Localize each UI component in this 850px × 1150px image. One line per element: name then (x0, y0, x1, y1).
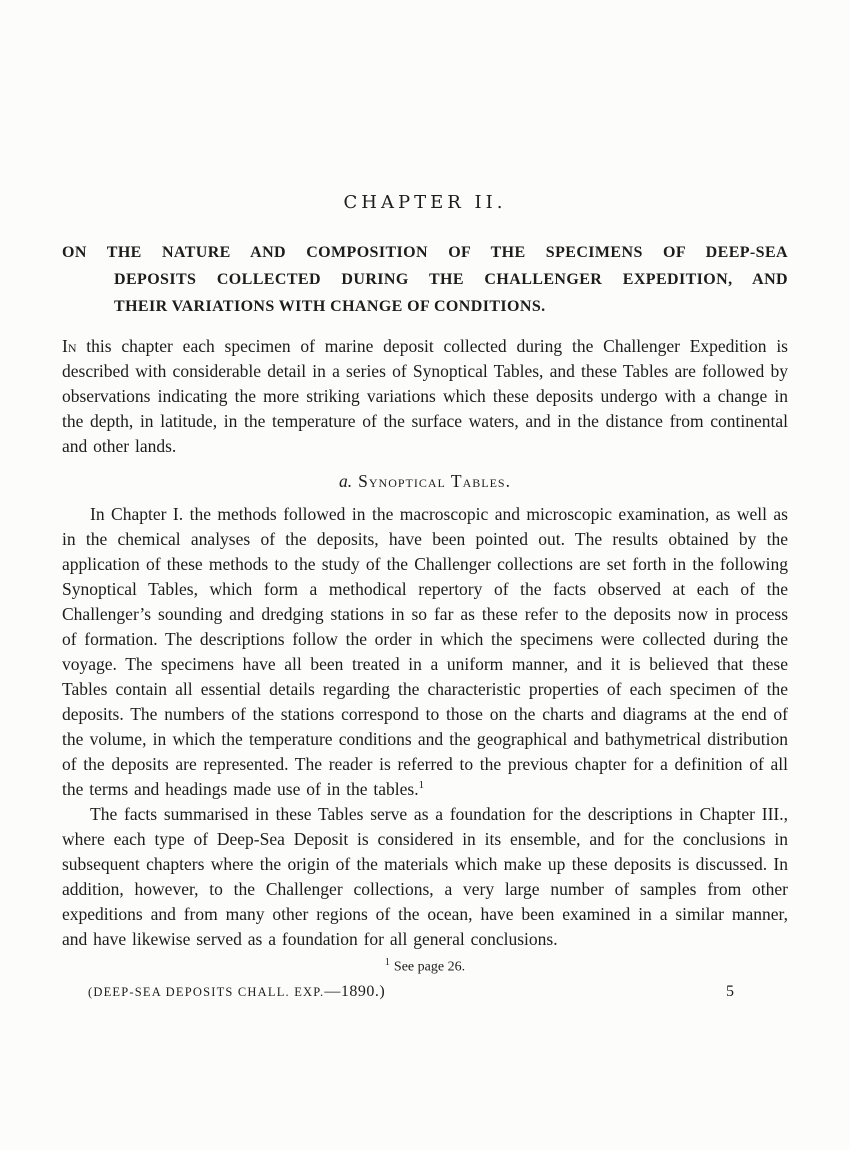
chapter-title-line-1: ON THE NATURE AND COMPOSITION OF THE SPECIMENS OF DEEP-SEA (62, 244, 788, 261)
paragraph-synoptical-tables (62, 502, 788, 802)
section-label: Synoptical Tables. (358, 471, 511, 491)
paragraph-facts-summarised (62, 802, 788, 952)
footnote-marker: 1 (384, 957, 390, 968)
section-letter: a. (339, 471, 353, 491)
paragraph-facts-text: The facts summarised in these Tables serve as a foundation for the descriptions in Chapter III., where each type of Deep-Sea Deposit is considered in its ensemble, and for the conclusions in subsequent chapters where the origin of the materials which make up these deposits is discussed. In addition, however, to the Challenger collections, a very large number of samples from other expeditions and from many other regions of the ocean, have been examined in a similar manner, and have likewise served as a foundation for all general conclusions. (62, 804, 788, 949)
lead-word: In (62, 336, 77, 356)
footnote-text: See page 26. (393, 959, 466, 975)
chapter-title (62, 239, 788, 320)
chapter-title-line-3: THEIR VARIATIONS WITH CHANGE OF CONDITIONS. (114, 298, 546, 315)
footnote-reference: 1 (418, 779, 425, 792)
page-content (62, 0, 788, 1001)
paragraph-opening-text: this chapter each specimen of marine deposit collected during the Challenger Expedition is described with considerable detail in a series of Synoptical Tables, and these Tables are followed by observations indicating the more striking variations which these deposits undergo with a change in the depth, in latitude, in the temperature of the surface waters, and in the distance from continental and other lands. (62, 336, 788, 456)
paragraph-synoptical-text: In Chapter I. the methods followed in the macroscopic and microscopic examination, as well as in the chemical analyses of the deposits, have been pointed out. The results obtained by the application of these methods to the study of the Challenger collections are set forth in the following Synoptical Tables, which form a methodical repertory of the facts observed at each of the Challenger’s sounding and dredging stations in so far as these refer to the deposits now in process of formation. The descriptions follow the order in which the specimens were collected during the voyage. The specimens have all been treated in a uniform manner, and it is believed that these Tables contain all essential details regarding the characteristic properties of each specimen of the deposits. The numbers of the stations correspond to those on the charts and diagrams at the end of the volume, in which the temperature conditions and the geographical and bathymetrical distribution of the deposits are represented. The reader is referred to the previous chapter for a definition of all the terms and headings made use of in the tables. (62, 504, 788, 799)
imprint-series-title: (DEEP-SEA DEPOSITS CHALL. EXP. (88, 984, 325, 999)
footnote (62, 957, 788, 976)
section-heading (62, 471, 788, 492)
page-footer (62, 983, 788, 1001)
page-number: 5 (726, 982, 734, 1000)
imprint-year: —1890.) (324, 982, 386, 1000)
chapter-title-line-2: DEPOSITS COLLECTED DURING THE CHALLENGER EXPEDITION, AND (114, 271, 788, 288)
chapter-heading: CHAPTER II. (343, 192, 507, 213)
imprint (88, 983, 385, 1001)
paragraph-opening (62, 334, 788, 459)
